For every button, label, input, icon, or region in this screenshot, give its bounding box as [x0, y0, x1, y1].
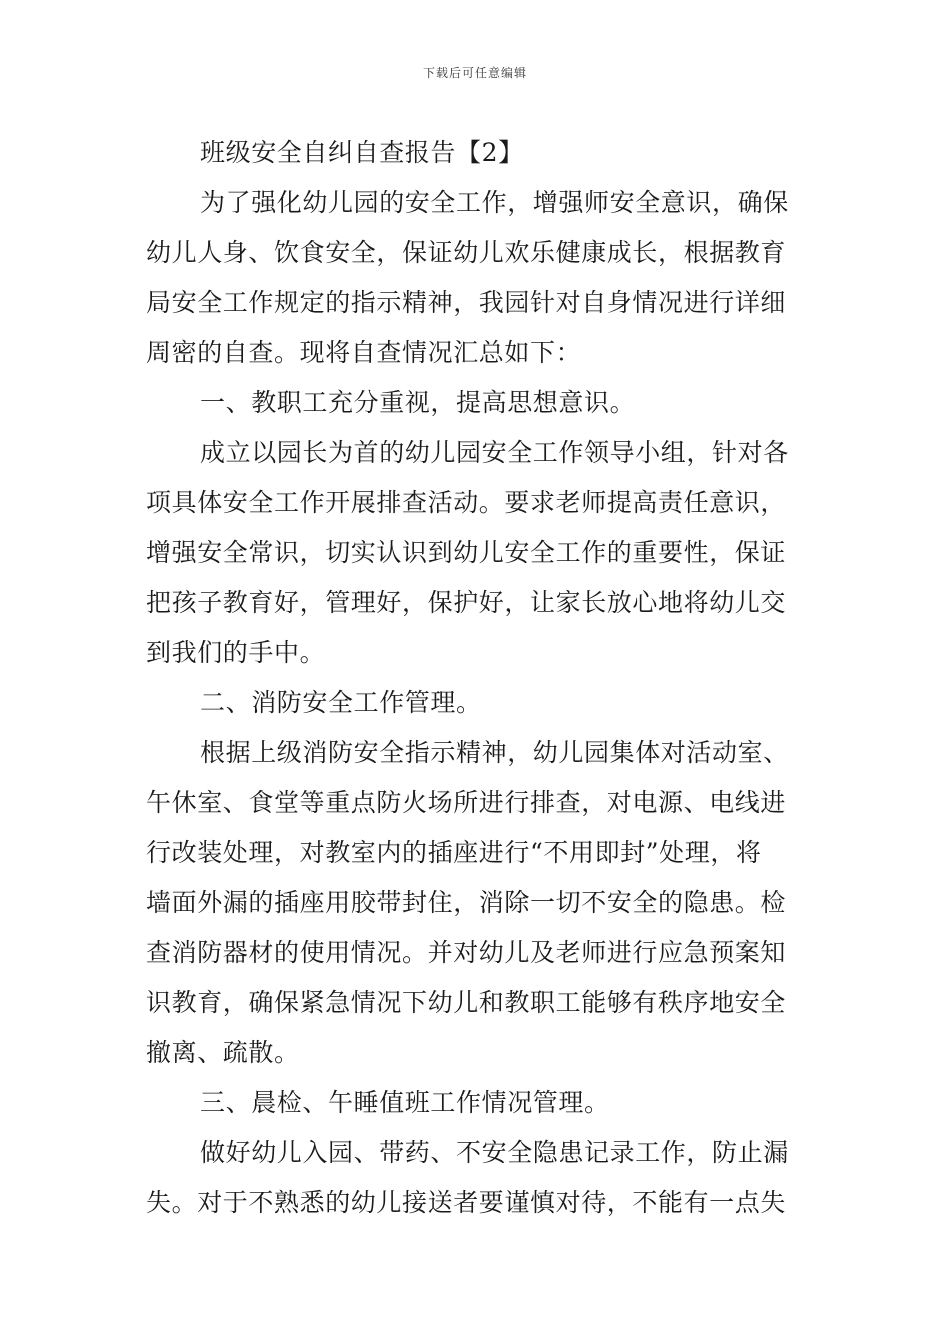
- text-line: 一、教职工充分重视，提高思想意识。: [200, 388, 636, 417]
- text-line: 撤离、疏散。: [146, 1038, 300, 1067]
- text-line: 局安全工作规定的指示精神，我园针对自身情况进行详细: [146, 288, 787, 317]
- text-line: 三、晨检、午睡值班工作情况管理。: [200, 1088, 610, 1117]
- text-line: 项具体安全工作开展排查活动。要求老师提高责任意识，: [146, 488, 787, 517]
- text-line: 把孩子教育好，管理好，保护好，让家长放心地将幼儿交: [146, 588, 787, 617]
- document-body: [146, 128, 806, 1228]
- text-line: 到我们的手中。: [146, 638, 326, 667]
- text-line: 周密的自查。现将自查情况汇总如下：: [146, 338, 582, 367]
- text-line: 为了强化幼儿园的安全工作，增强师安全意识，确保: [200, 188, 789, 217]
- text-line: 识教育，确保紧急情况下幼儿和教职工能够有秩序地安全: [146, 988, 787, 1017]
- header-note: 下载后可任意编辑: [422, 66, 527, 80]
- text-line: 失。对于不熟悉的幼儿接送者要谨慎对待，不能有一点失: [146, 1188, 787, 1217]
- document-title: 班级安全自纠自查报告【2】: [200, 138, 524, 167]
- text-line: 墙面外漏的插座用胶带封住，消除一切不安全的隐患。检: [146, 888, 787, 917]
- text-line: 二、消防安全工作管理。: [200, 688, 482, 717]
- text-line: 增强安全常识，切实认识到幼儿安全工作的重要性，保证: [146, 538, 787, 567]
- text-line: 幼儿人身、饮食安全，保证幼儿欢乐健康成长，根据教育: [146, 238, 787, 267]
- text-line: 查消防器材的使用情况。并对幼儿及老师进行应急预案知: [146, 938, 787, 967]
- text-line: 午休室、食堂等重点防火场所进行排查，对电源、电线进: [146, 788, 787, 817]
- text-line: 做好幼儿入园、带药、不安全隐患记录工作，防止漏: [200, 1138, 789, 1167]
- text-line: 根据上级消防安全指示精神，幼儿园集体对活动室、: [200, 738, 789, 767]
- text-line: 成立以园长为首的幼儿园安全工作领导小组，针对各: [200, 438, 789, 467]
- text-line: 行改装处理，对教室内的插座进行“不用即封”处理，将: [146, 838, 762, 867]
